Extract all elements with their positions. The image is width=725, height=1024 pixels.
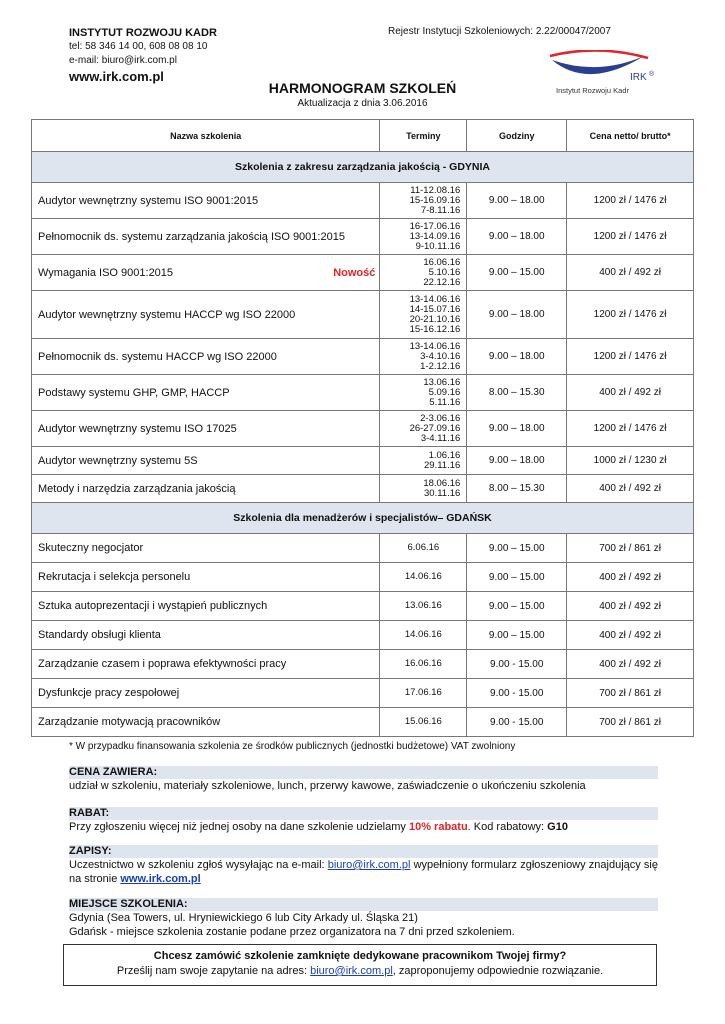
course-price: 400 zł / 492 zł — [567, 621, 694, 650]
course-name: Pełnomocnik ds. systemu HACCP wg ISO 22000 — [32, 339, 380, 375]
header-contact — [69, 26, 217, 84]
course-name: Zarządzanie czasem i poprawa efektywności pracy — [32, 650, 380, 679]
course-hours: 9.00 – 15.00 — [467, 534, 567, 563]
org-name: INSTYTUT ROZWOJU KADR — [69, 27, 217, 39]
course-name: Standardy obsługi klienta — [32, 621, 380, 650]
course-name: Sztuka autoprezentacji i wystąpień publicznych — [32, 592, 380, 621]
table-row — [32, 534, 694, 563]
course-hours: 9.00 – 15.00 — [467, 621, 567, 650]
table-row — [32, 291, 694, 339]
course-price: 1200 zł / 1476 zł — [567, 219, 694, 255]
course-price: 400 zł / 492 zł — [567, 475, 694, 503]
course-dates: 13-14.06.16 14-15.07.16 20-21.10.16 15-16.12.16 — [380, 291, 467, 339]
course-dates: 13-14.06.16 3-4.10.16 1-2.12.16 — [380, 339, 467, 375]
location-heading: MIEJSCE SZKOLENIA: — [69, 898, 658, 911]
discount-heading: RABAT: — [69, 807, 658, 820]
table-row — [32, 255, 694, 291]
discount-block — [69, 807, 658, 834]
page-title — [0, 80, 725, 109]
course-price: 700 zł / 861 zł — [567, 534, 694, 563]
table-row — [32, 183, 694, 219]
course-hours: 9.00 – 18.00 — [467, 411, 567, 447]
course-date: 13.06.16 — [380, 592, 467, 621]
course-hours: 9.00 – 18.00 — [467, 447, 567, 475]
table-row — [32, 650, 694, 679]
course-price: 1200 zł / 1476 zł — [567, 339, 694, 375]
course-price: 700 zł / 861 zł — [567, 679, 694, 708]
table-row — [32, 375, 694, 411]
course-hours: 9.00 – 15.00 — [467, 255, 567, 291]
course-hours: 9.00 - 15.00 — [467, 650, 567, 679]
schedule-table — [31, 119, 694, 737]
price-includes-block — [69, 766, 658, 793]
course-name: Pełnomocnik ds. systemu zarządzania jakością ISO 9001:2015 — [32, 219, 380, 255]
table-row — [32, 475, 694, 503]
table-row — [32, 621, 694, 650]
course-price: 400 zł / 492 zł — [567, 563, 694, 592]
course-hours: 9.00 – 15.00 — [467, 563, 567, 592]
title-updated: Aktualizacja z dnia 3.06.2016 — [297, 98, 428, 109]
table-row — [32, 219, 694, 255]
course-price: 1200 zł / 1476 zł — [567, 291, 694, 339]
course-hours: 9.00 – 18.00 — [467, 219, 567, 255]
table-header-row — [32, 120, 694, 152]
course-hours: 9.00 – 18.00 — [467, 183, 567, 219]
course-date: 15.06.16 — [380, 708, 467, 737]
course-hours: 9.00 – 15.00 — [467, 592, 567, 621]
course-dates: 16.06.16 5.10.16 22.12.16 — [380, 255, 467, 291]
section-header-quality — [32, 152, 694, 183]
table-row — [32, 708, 694, 737]
header-hours: Godziny — [467, 120, 567, 152]
course-hours: 8.00 – 15.30 — [467, 475, 567, 503]
email: e-mail: biuro@irk.com.pl — [69, 55, 177, 66]
course-date: 17.06.16 — [380, 679, 467, 708]
logo-reg: ® — [649, 71, 655, 78]
table-row — [32, 679, 694, 708]
cta-question: Chcesz zamówić szkolenie zamknięte dedykowane pracownikom Twojej firmy? — [153, 950, 567, 962]
course-date: 14.06.16 — [380, 563, 467, 592]
course-date: 14.06.16 — [380, 621, 467, 650]
course-dates: 13.06.16 5.09.16 5.11.16 — [380, 375, 467, 411]
course-hours: 9.00 - 15.00 — [467, 679, 567, 708]
course-name: Wymagania ISO 9001:2015 Nowość — [32, 255, 380, 291]
course-name: Rekrutacja i selekcja personelu — [32, 563, 380, 592]
header-dates: Terminy — [380, 120, 467, 152]
course-dates: 16-17.06.16 13-14.09.16 9-10.11.16 — [380, 219, 467, 255]
registry-number: Rejestr Instytucji Szkoleniowych: 2.22/00047/2007 — [388, 26, 611, 37]
table-row — [32, 592, 694, 621]
course-name: Zarządzanie motywacją pracowników — [32, 708, 380, 737]
location-gdansk: Gdańsk - miejsce szkolenia zostanie podane przez organizatora na 7 dni przed szkoleniem. — [69, 926, 515, 938]
section2-title: Szkolenia dla menadżerów i specjalistów– GDAŃSK — [32, 503, 694, 534]
course-dates: 18.06.16 30.11.16 — [380, 475, 467, 503]
cta-text: Prześlij nam swoje zapytanie na adres: biuro@irk.com.pl, zaproponujemy odpowiednie rozwiązanie. — [116, 965, 604, 977]
logo-subtitle: Instytut Rozwoju Kadr — [556, 86, 629, 95]
course-price: 400 zł / 492 zł — [567, 255, 694, 291]
course-date: 6.06.16 — [380, 534, 467, 563]
discount-text: Przy zgłoszeniu więcej niż jednej osoby na dane szkolenie udzielamy 10% rabatu. Kod rabatowy: G10 — [69, 821, 568, 833]
course-price: 400 zł / 492 zł — [567, 650, 694, 679]
course-price: 1200 zł / 1476 zł — [567, 183, 694, 219]
signup-block — [69, 845, 658, 886]
course-hours: 8.00 – 15.30 — [467, 375, 567, 411]
course-price: 700 zł / 861 zł — [567, 708, 694, 737]
course-name: Audytor wewnętrzny systemu ISO 17025 — [32, 411, 380, 447]
course-dates: 1.06.16 29.11.16 — [380, 447, 467, 475]
signup-heading: ZAPISY: — [69, 845, 658, 858]
course-name: Skuteczny negocjator — [32, 534, 380, 563]
signup-email-link[interactable]: biuro@irk.com.pl — [327, 859, 411, 871]
phone: tel: 58 346 14 00, 608 08 08 10 — [69, 41, 208, 52]
vat-note: * W przypadku finansowania szkolenia ze środków publicznych (jednostki budżetowe) VAT zwolniony — [69, 741, 516, 752]
course-name: Podstawy systemu GHP, GMP, HACCP — [32, 375, 380, 411]
signup-website-link[interactable]: www.irk.com.pl — [120, 873, 201, 885]
novelty-badge: Nowość — [333, 266, 376, 279]
course-name: Audytor wewnętrzny systemu HACCP wg ISO 22000 — [32, 291, 380, 339]
course-date: 16.06.16 — [380, 650, 467, 679]
header-price: Cena netto/ brutto* — [567, 120, 694, 152]
course-name: Audytor wewnętrzny systemu 5S — [32, 447, 380, 475]
discount-code: G10 — [547, 821, 568, 833]
closed-training-box — [63, 944, 657, 986]
table-row — [32, 411, 694, 447]
location-gdynia: Gdynia (Sea Towers, ul. Hryniewickiego 6 lub City Arkady ul. Śląska 21) — [69, 912, 418, 924]
course-price: 1200 zł / 1476 zł — [567, 411, 694, 447]
course-name: Metody i narzędzia zarządzania jakością — [32, 475, 380, 503]
course-dates: 2-3.06.16 26-27.09.16 3-4.11.16 — [380, 411, 467, 447]
course-name: Audytor wewnętrzny systemu ISO 9001:2015 — [32, 183, 380, 219]
course-hours: 9.00 – 18.00 — [467, 291, 567, 339]
course-name: Dysfunkcje pracy zespołowej — [32, 679, 380, 708]
table-row — [32, 339, 694, 375]
location-block — [69, 898, 658, 939]
title-main: HARMONOGRAM SZKOLEŃ — [268, 80, 457, 96]
course-hours: 9.00 – 18.00 — [467, 339, 567, 375]
header-name: Nazwa szkolenia — [32, 120, 380, 152]
logo-text: IRK — [630, 72, 647, 83]
section-header-managers — [32, 503, 694, 534]
signup-text: Uczestnictwo w szkoleniu zgłoś wysyłając na e-mail: biuro@irk.com.pl wypełniony formularz zgłoszeniowy znajdujący się na stronie www.irk.com.pl — [69, 859, 658, 885]
price-includes-heading: CENA ZAWIERA: — [69, 766, 658, 779]
course-price: 400 zł / 492 zł — [567, 592, 694, 621]
course-price: 400 zł / 492 zł — [567, 375, 694, 411]
discount-value: 10% rabatu — [408, 821, 468, 833]
course-dates: 11-12.08.16 15-16.09.16 7-8.11.16 — [380, 183, 467, 219]
course-price: 1000 zł / 1230 zł — [567, 447, 694, 475]
course-hours: 9.00 - 15.00 — [467, 708, 567, 737]
website[interactable]: www.irk.com.pl — [69, 69, 164, 84]
section1-title: Szkolenia z zakresu zarządzania jakością - GDYNIA — [32, 152, 694, 183]
table-row — [32, 447, 694, 475]
table-row — [32, 563, 694, 592]
price-includes-text: udział w szkoleniu, materiały szkoleniowe, lunch, przerwy kawowe, zaświadczenie o ukończeniu szkolenia — [69, 780, 586, 792]
cta-email-link[interactable]: biuro@irk.com.pl — [310, 965, 393, 977]
